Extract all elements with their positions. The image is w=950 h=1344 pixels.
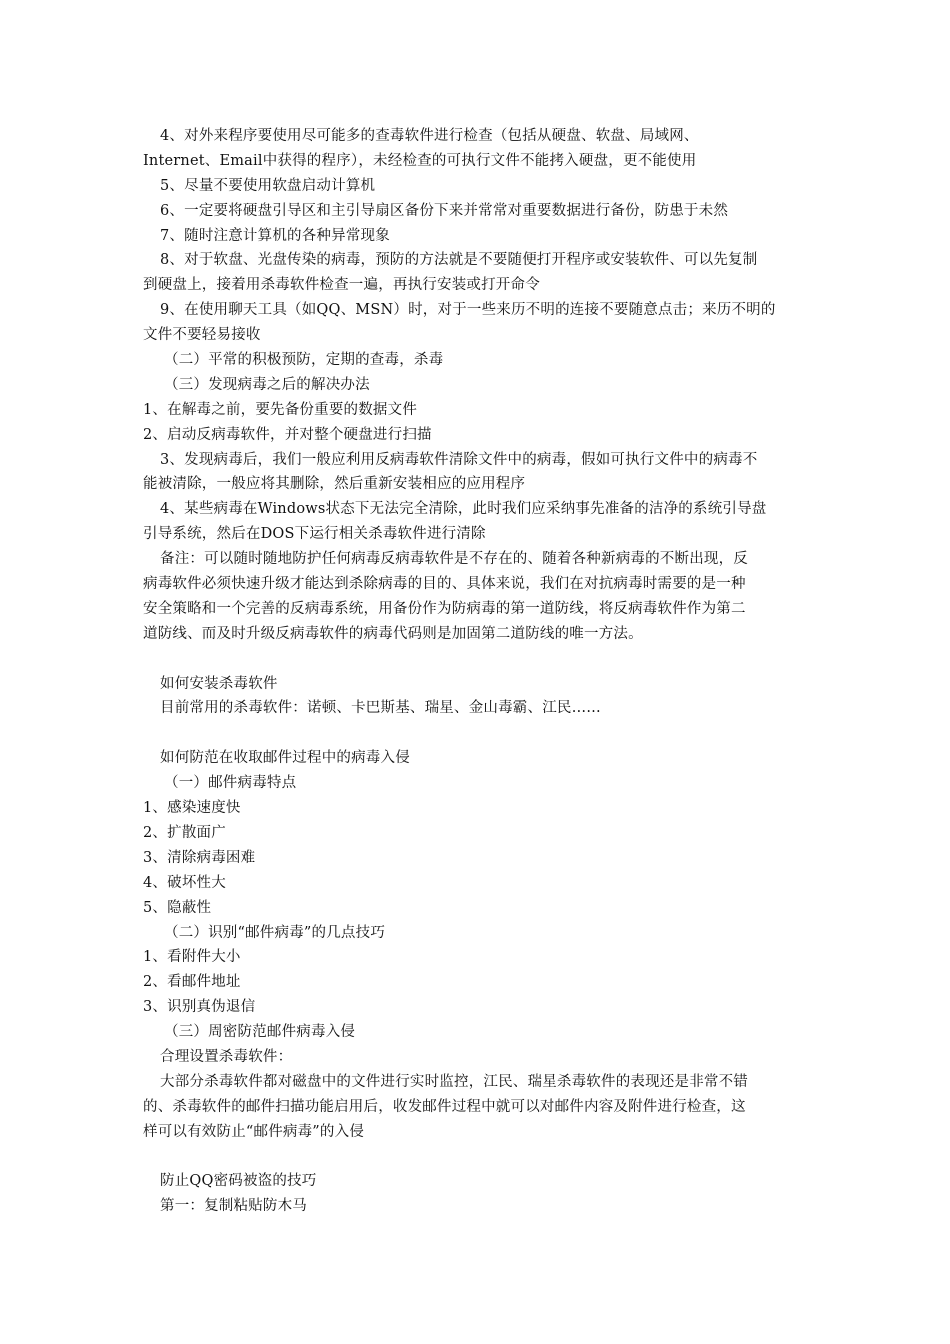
text-line: 5、尽量不要使用软盘启动计算机	[160, 177, 376, 194]
list-item: 3、清除病毒困难	[143, 849, 256, 866]
text-line: 道防线、而及时升级反病毒软件的病毒代码则是加固第二道防线的唯一方法。	[143, 625, 643, 642]
text-line: 7、随时注意计算机的各种异常现象	[160, 227, 390, 244]
section-heading: （二）识别“邮件病毒”的几点技巧	[164, 924, 386, 941]
list-item: 2、看邮件地址	[143, 974, 241, 991]
section-heading: （一）邮件病毒特点	[164, 775, 297, 792]
text-line: 引导系统，然后在DOS下运行相关杀毒软件进行清除	[143, 526, 486, 543]
text-line: 文件不要轻易接收	[143, 327, 261, 344]
blank-line	[143, 647, 811, 672]
blank-line	[143, 721, 811, 746]
section-heading: （三）周密防范邮件病毒入侵	[164, 1024, 356, 1041]
text-line: 4、对外来程序要使用尽可能多的查毒软件进行检查（包括从硬盘、软盘、局域网、	[160, 128, 699, 144]
list-item: 1、感染速度快	[143, 800, 241, 817]
list-item: 4、破坏性大	[143, 874, 226, 891]
text-line: 大部分杀毒软件都对磁盘中的文件进行实时监控，江民、瑞星杀毒软件的表现还是非常不错	[160, 1073, 748, 1090]
text-line: 第一：复制粘贴防木马	[160, 1198, 307, 1215]
text-line: 备注：可以随时随地防护任何病毒反病毒软件是不存在的、随着各种新病毒的不断出现，反	[160, 551, 748, 568]
document-body	[143, 124, 811, 1219]
text-line: 8、对于软盘、光盘传染的病毒，预防的方法就是不要随便打开程序或安装软件、可以先复制	[160, 252, 758, 269]
text-line: 目前常用的杀毒软件：诺顿、卡巴斯基、瑞星、金山毒霸、江民……	[160, 700, 601, 717]
list-item: 2、扩散面广	[143, 824, 226, 841]
list-item: 5、隐蔽性	[143, 899, 212, 916]
section-heading: （二）平常的积极预防，定期的查毒，杀毒	[164, 352, 444, 369]
text-line: 4、某些病毒在Windows状态下无法完全清除，此时我们应采纳事先准备的洁净的系统引导盘	[160, 501, 767, 518]
text-line: 安全策略和一个完善的反病毒系统，用备份作为防病毒的第一道防线，将反病毒软件作为第二	[143, 600, 746, 617]
section-title: 防止QQ密码被盗的技巧	[160, 1173, 317, 1190]
section-heading: （三）发现病毒之后的解决办法	[164, 376, 370, 393]
text-line: 样可以有效防止“邮件病毒”的入侵	[143, 1123, 365, 1140]
text-line: 1、在解毒之前，要先备份重要的数据文件	[143, 401, 418, 418]
text-line: 合理设置杀毒软件：	[160, 1048, 293, 1065]
text-line: 2、启动反病毒软件，并对整个硬盘进行扫描	[143, 426, 432, 443]
text-line: Internet、Email中获得的程序），未经检查的可执行文件不能拷入硬盘，更不能使用	[143, 152, 697, 169]
text-line: 6、一定要将硬盘引导区和主引导扇区备份下来并常常对重要数据进行备份，防患于未然	[160, 202, 729, 219]
text-line: 到硬盘上，接着用杀毒软件检查一遍，再执行安装或打开命令	[143, 277, 540, 294]
section-title: 如何安装杀毒软件	[160, 675, 278, 692]
text-line: 能被清除，一般应将其删除，然后重新安装相应的应用程序	[143, 476, 526, 493]
list-item: 1、看附件大小	[143, 949, 241, 966]
section-title: 如何防范在收取邮件过程中的病毒入侵	[160, 750, 410, 767]
text-line: 病毒软件必须快速升级才能达到杀除病毒的目的、具体来说，我们在对抗病毒时需要的是一种	[143, 576, 746, 593]
text-line: 3、发现病毒后，我们一般应利用反病毒软件清除文件中的病毒，假如可执行文件中的病毒不	[160, 451, 758, 468]
blank-line	[143, 1145, 811, 1170]
list-item: 3、识别真伪退信	[143, 999, 256, 1016]
text-line: 9、在使用聊天工具（如QQ、MSN）时，对于一些来历不明的连接不要随意点击；来历不明的	[160, 302, 776, 319]
text-line: 的、杀毒软件的邮件扫描功能启用后，收发邮件过程中就可以对邮件内容及附件进行检查，这	[143, 1098, 746, 1115]
